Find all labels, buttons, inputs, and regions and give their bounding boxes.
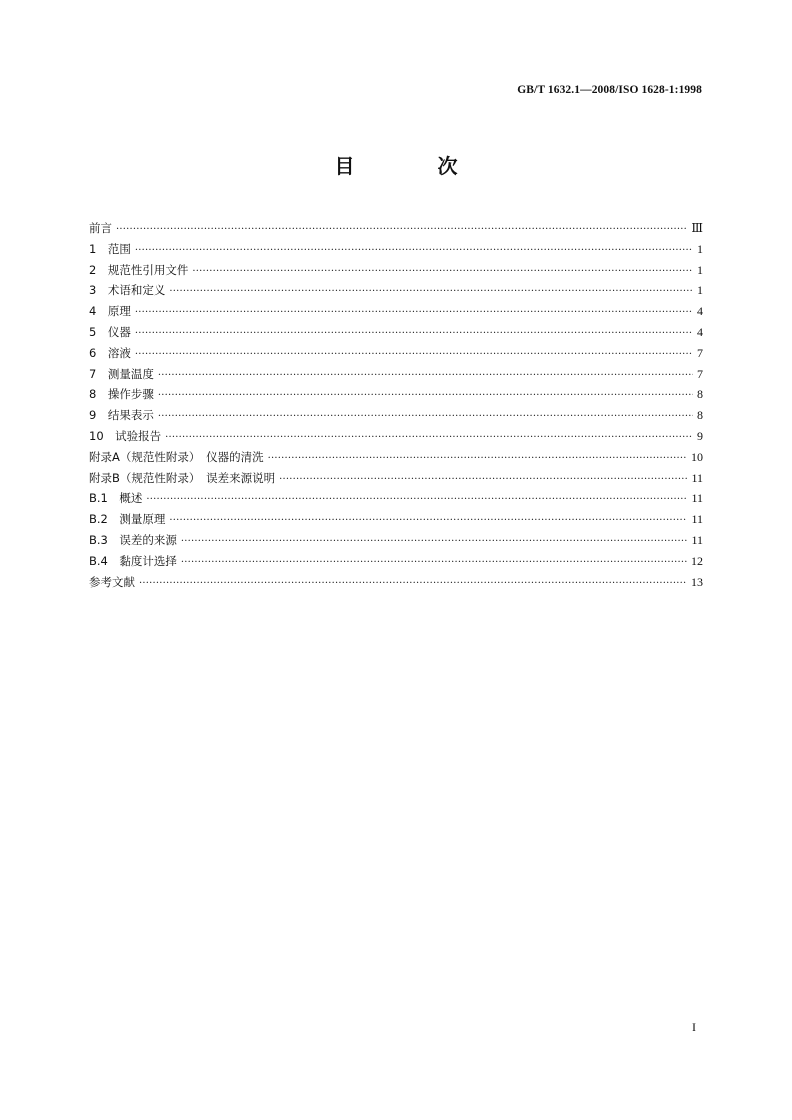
toc-entry-page: 7 — [697, 366, 703, 381]
toc-entry-label: B.4 黏度计选择 — [89, 553, 177, 568]
toc-leader-dots — [181, 553, 687, 574]
toc-entry-page: 13 — [691, 574, 703, 589]
toc-entry-label: 10 试验报告 — [89, 428, 162, 443]
toc-entry[interactable] — [89, 343, 703, 364]
toc-entry-label: 前言 — [89, 221, 112, 235]
toc-leader-dots — [165, 428, 693, 449]
toc-leader-dots — [135, 241, 693, 262]
toc-entry-page: 11 — [691, 491, 703, 506]
toc-entry-page: 1 — [697, 283, 703, 298]
toc-entry[interactable] — [89, 426, 703, 447]
toc-entry[interactable] — [89, 322, 703, 343]
toc-entry-label: B.2 测量原理 — [89, 512, 166, 527]
toc-entry[interactable] — [89, 509, 703, 530]
toc-entry[interactable] — [89, 364, 703, 385]
toc-entry-label: 2 规范性引用文件 — [89, 262, 189, 277]
toc-entry-page: 11 — [691, 512, 703, 527]
toc-entry[interactable] — [89, 260, 703, 281]
toc-entry[interactable] — [89, 551, 703, 572]
toc-leader-dots — [139, 574, 687, 595]
toc-entry-page: 7 — [697, 345, 703, 360]
toc-leader-dots — [135, 324, 693, 345]
toc-entry[interactable] — [89, 572, 703, 593]
toc-leader-dots — [268, 449, 687, 470]
toc-entry-label: 9 结果表示 — [89, 408, 154, 423]
toc-entry-page: 11 — [691, 532, 703, 547]
toc-entry[interactable] — [89, 239, 703, 260]
toc-entry[interactable] — [89, 301, 703, 322]
toc-leader-dots — [158, 386, 693, 407]
toc-entry-label: 3 术语和定义 — [89, 283, 166, 298]
page-number: I — [692, 1020, 696, 1034]
toc-entry-label: B.3 误差的来源 — [89, 532, 177, 547]
toc-leader-dots — [135, 345, 693, 366]
toc-entry-label: 4 原理 — [89, 304, 131, 319]
toc-entry-label: 参考文献 — [89, 574, 135, 589]
toc-entry-page: 1 — [697, 262, 703, 277]
toc-entry[interactable] — [89, 488, 703, 509]
toc-leader-dots — [158, 407, 693, 428]
toc-entry[interactable] — [89, 280, 703, 301]
toc-entry[interactable] — [89, 447, 703, 468]
toc-leader-dots — [169, 282, 693, 303]
toc-leader-dots — [279, 470, 687, 491]
toc-leader-dots — [181, 532, 688, 553]
toc-entry[interactable] — [89, 405, 703, 426]
toc-leader-dots — [169, 511, 687, 532]
page-title: 目 次 — [334, 154, 496, 178]
toc-entry-label: 附录B（规范性附录） 误差来源说明 — [89, 470, 276, 485]
toc-entry-page: 8 — [697, 387, 703, 402]
toc-entry-page: 8 — [697, 408, 703, 423]
toc-entry-label: 6 溶液 — [89, 345, 131, 360]
toc-entry-label: 5 仪器 — [89, 324, 131, 339]
toc-entry-page: 9 — [697, 428, 703, 443]
toc-entry[interactable] — [89, 218, 703, 239]
toc-leader-dots — [158, 366, 693, 387]
toc-entry[interactable] — [89, 468, 703, 489]
table-of-contents — [89, 218, 703, 592]
toc-entry-page: 4 — [697, 324, 703, 339]
toc-leader-dots — [135, 303, 693, 324]
toc-entry-page: 4 — [697, 304, 703, 319]
toc-entry[interactable] — [89, 384, 703, 405]
toc-entry-page: Ⅲ — [691, 221, 703, 235]
toc-leader-dots — [146, 490, 687, 511]
toc-leader-dots — [116, 220, 687, 241]
toc-entry-label: 附录A（规范性附录） 仪器的清洗 — [89, 449, 264, 464]
document-code: GB/T 1632.1—2008/ISO 1628-1:1998 — [517, 84, 702, 96]
toc-entry-page: 10 — [691, 449, 703, 464]
toc-entry[interactable] — [89, 530, 703, 551]
toc-entry-page: 1 — [697, 241, 703, 256]
toc-entry-label: 1 范围 — [89, 241, 131, 256]
toc-entry-page: 11 — [691, 470, 703, 485]
toc-entry-label: B.1 概述 — [89, 491, 143, 506]
toc-entry-label: 7 测量温度 — [89, 366, 154, 381]
toc-entry-label: 8 操作步骤 — [89, 387, 154, 402]
toc-leader-dots — [192, 262, 693, 283]
toc-entry-page: 12 — [691, 553, 703, 568]
